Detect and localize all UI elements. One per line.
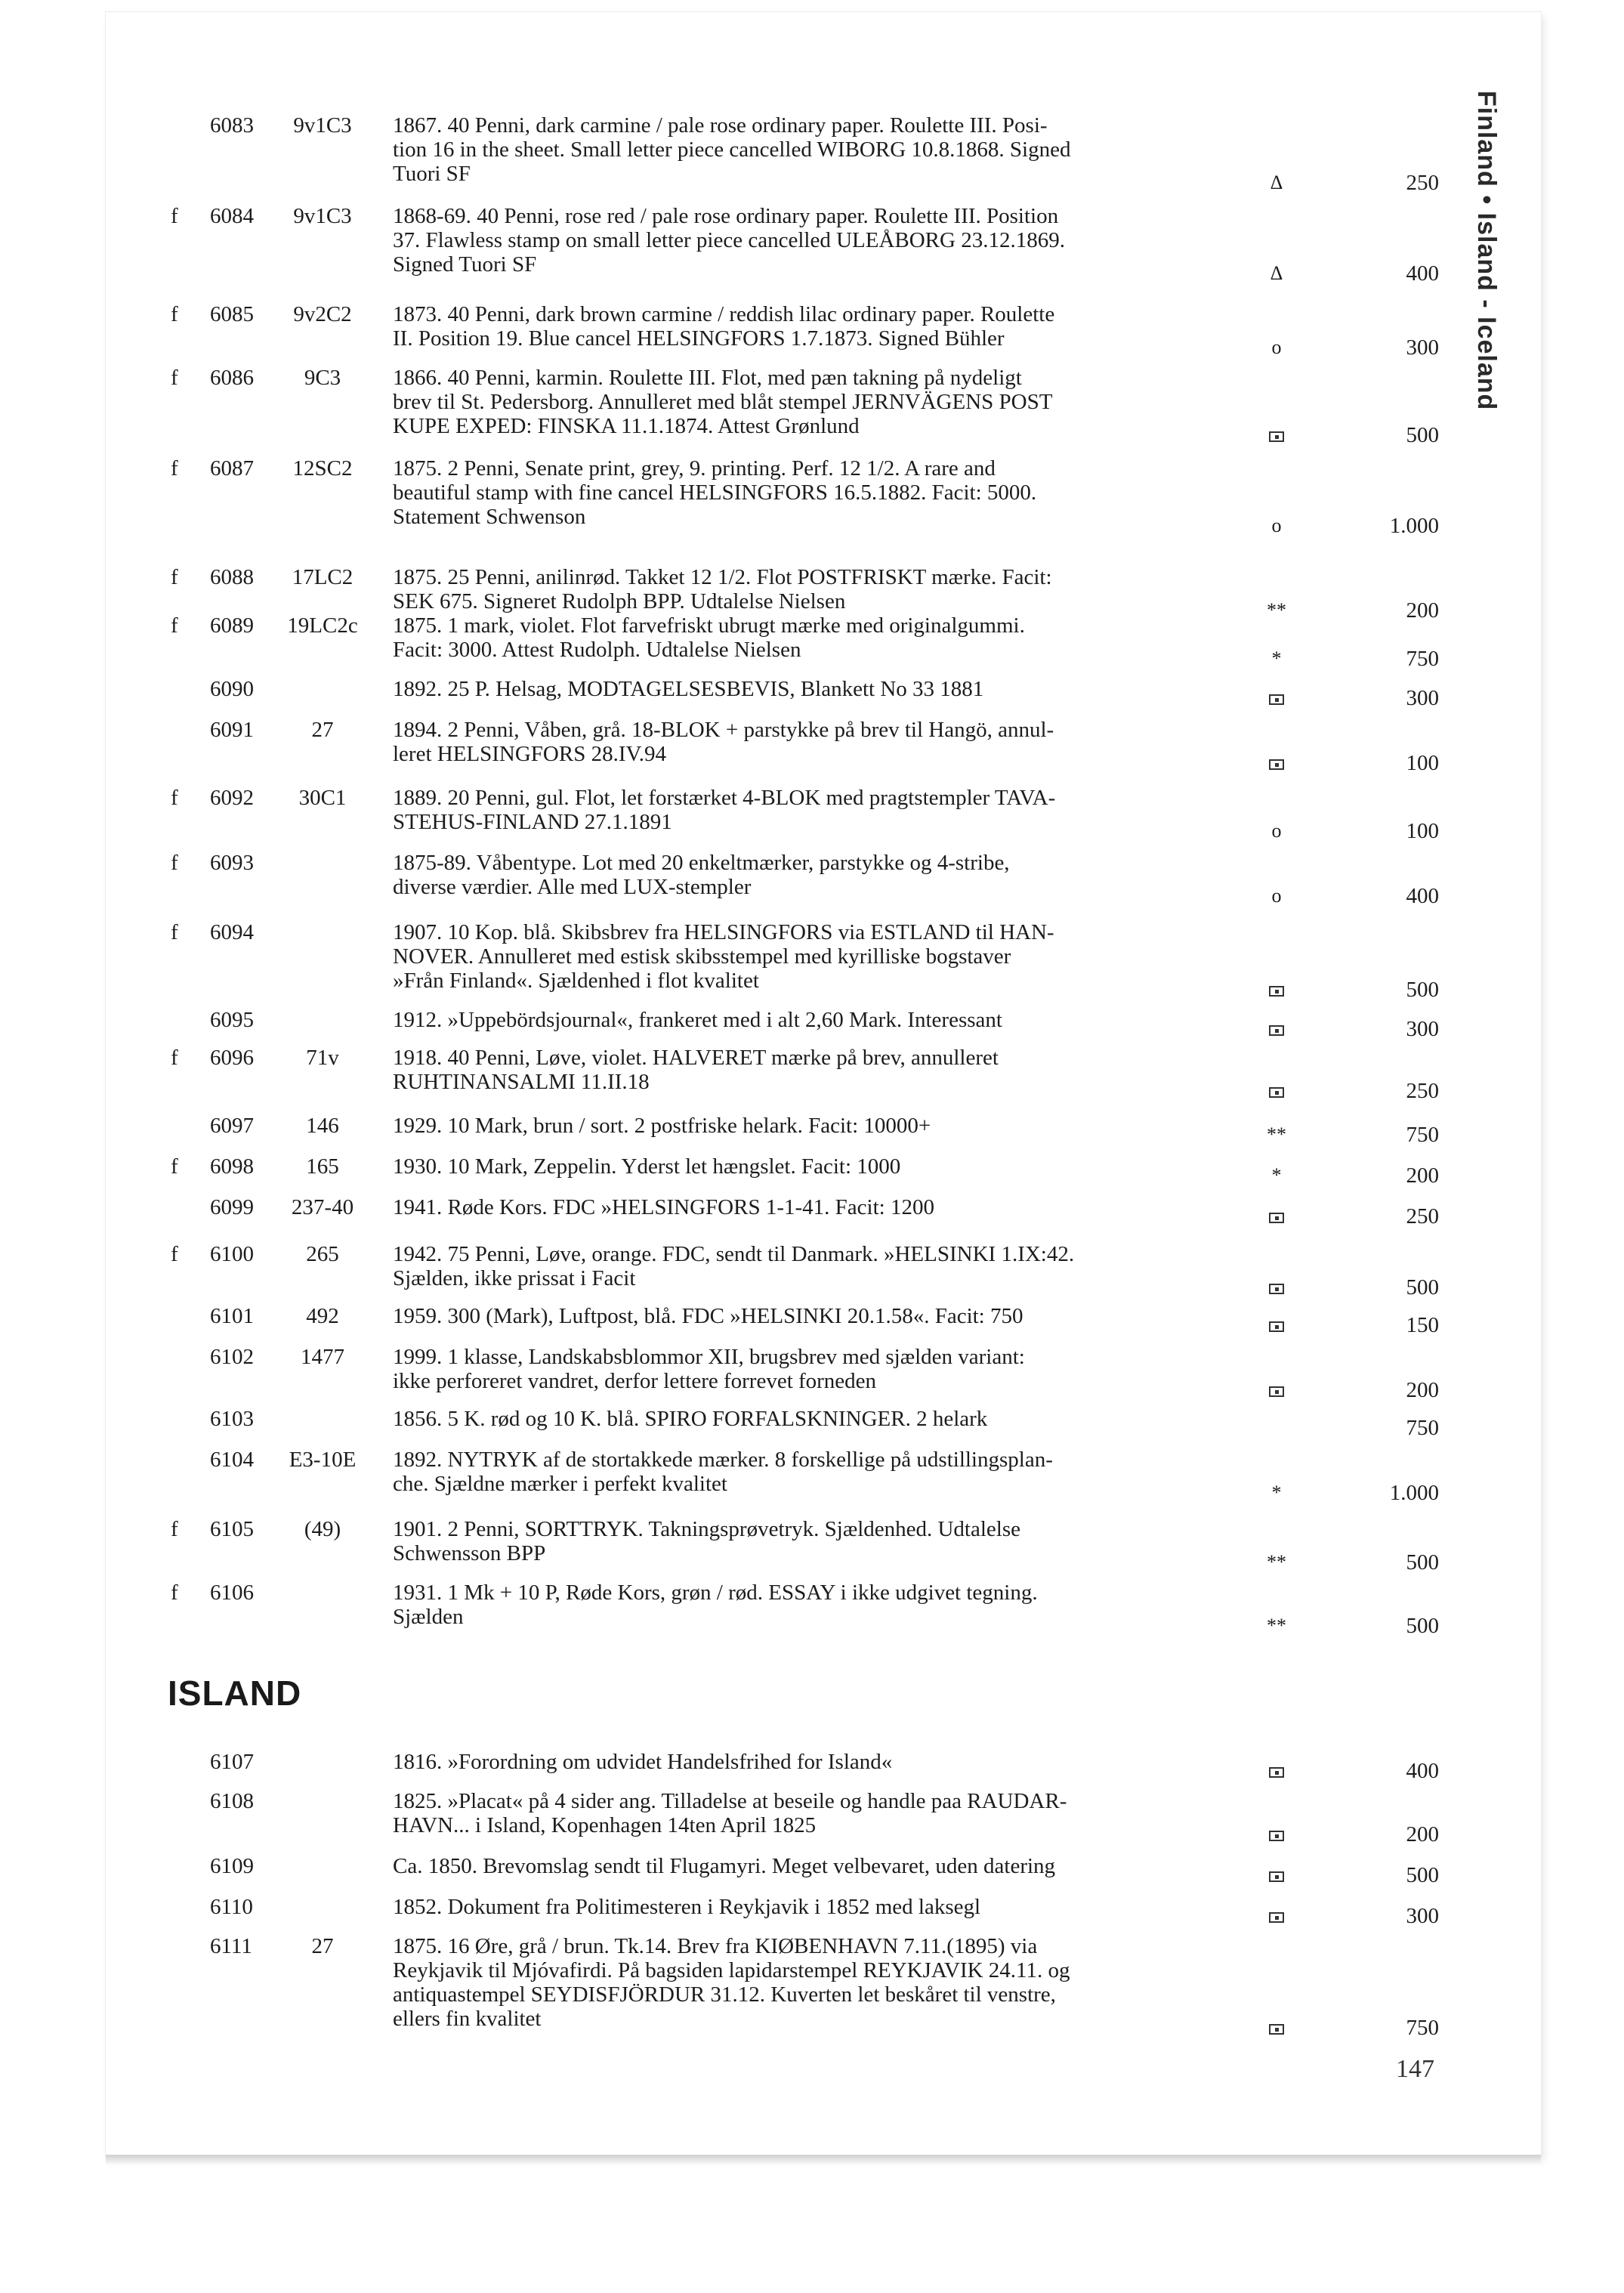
lot-description: 1929. 10 Mark, brun / sort. 2 postfriske helark. Facit: 10000+ <box>393 1114 931 1138</box>
lot-number: 6099 <box>210 1195 254 1219</box>
lot-price: 250 <box>1406 171 1439 195</box>
letter-cover-icon <box>1269 1831 1284 1841</box>
condition-symbol: ** <box>1267 1123 1286 1145</box>
lot-description: 1852. Dokument fra Politimesteren i Reykjavik i 1852 med laksegl <box>393 1895 981 1919</box>
lot-description: 1875. 1 mark, violet. Flot farvefriskt ubrugt mærke med originalgummi. Facit: 3000. Attest Rudolph. Udtalelse Nielsen <box>393 613 1025 662</box>
lot-price: 200 <box>1406 1378 1439 1402</box>
lot-flag: f <box>171 1046 178 1070</box>
catalogue-number: 237-40 <box>291 1195 354 1219</box>
catalogue-number: (49) <box>304 1517 341 1541</box>
lot-number: 6095 <box>210 1008 254 1032</box>
lot-price: 1.000 <box>1389 514 1439 538</box>
lot-description: 1875. 2 Penni, Senate print, grey, 9. printing. Perf. 12 1/2. A rare and beautiful stamp with fine cancel HELSINGFORS 16.5.1882. Facit: 5000. Statement Schwenson <box>393 456 1037 529</box>
lot-number: 6104 <box>210 1448 254 1472</box>
lot-flag: f <box>171 565 178 589</box>
lot-price: 300 <box>1406 686 1439 710</box>
lot-number: 6083 <box>210 113 254 138</box>
lot-price: 300 <box>1406 335 1439 360</box>
lot-description: 1907. 10 Kop. blå. Skibsbrev fra HELSINGFORS via ESTLAND til HAN- NOVER. Annulleret med estisk skibsstempel med kyrilliske bogstaver »Från Finland«. Sjældenhed i flot kvalitet <box>393 920 1054 993</box>
letter-cover-icon <box>1269 431 1284 442</box>
lot-flag: f <box>171 1154 178 1179</box>
lot-description: 1918. 40 Penni, Løve, violet. HALVERET mærke på brev, annulleret RUHTINANSALMI 11.II.18 <box>393 1046 999 1094</box>
catalogue-number: 9v2C2 <box>293 302 352 326</box>
lot-price: 750 <box>1406 647 1439 671</box>
condition-symbol: * <box>1271 1164 1282 1186</box>
lot-number: 6108 <box>210 1789 254 1813</box>
lot-description: 1875. 16 Øre, grå / brun. Tk.14. Brev fra KIØBENHAVN 7.11.(1895) via Reykjavik til Mjóvafirdi. På bagsiden lapidarstempel REYKJAVIK 24.11. og antiquastempel SEYDISFJÖRDUR 31.12. Kuverten let beskåret til venstre, ellers fin kvalitet <box>393 1934 1070 2031</box>
letter-cover-icon <box>1269 1767 1284 1778</box>
lot-description: 1892. 25 P. Helsag, MODTAGELSESBEVIS, Blankett No 33 1881 <box>393 677 984 701</box>
lot-description: 1856. 5 K. rød og 10 K. blå. SPIRO FORFALSKNINGER. 2 helark <box>393 1407 988 1431</box>
lot-description: 1931. 1 Mk + 10 P, Røde Kors, grøn / rød. ESSAY i ikke udgivet tegning. Sjælden <box>393 1581 1038 1629</box>
lot-flag: f <box>171 920 178 944</box>
condition-symbol: * <box>1271 1482 1282 1503</box>
lot-price: 100 <box>1406 751 1439 775</box>
condition-symbol: Δ <box>1270 262 1283 284</box>
lot-description: 1942. 75 Penni, Løve, orange. FDC, sendt til Danmark. »HELSINKI 1.IX:42. Sjælden, ikke prissat i Facit <box>393 1242 1075 1290</box>
lot-description: 1816. »Forordning om udvidet Handelsfrihed for Island« <box>393 1750 893 1774</box>
lot-number: 6089 <box>210 613 254 638</box>
lot-price: 500 <box>1406 1550 1439 1575</box>
letter-cover-icon <box>1269 1321 1284 1332</box>
lot-number: 6094 <box>210 920 254 944</box>
lot-description: 1912. »Uppebördsjournal«, frankeret med i alt 2,60 Mark. Interessant <box>393 1008 1002 1032</box>
lot-description: 1889. 20 Penni, gul. Flot, let forstærket 4-BLOK med pragtstempler TAVA- STEHUS-FINLAND 27.1.1891 <box>393 786 1056 834</box>
lot-flag: f <box>171 786 178 810</box>
catalogue-number: 146 <box>306 1114 339 1138</box>
condition-symbol: ** <box>1267 1615 1286 1636</box>
lot-description: 1894. 2 Penni, Våben, grå. 18-BLOK + parstykke på brev til Hangö, annul- leret HELSINGFORS 28.IV.94 <box>393 718 1054 766</box>
lot-number: 6091 <box>210 718 254 742</box>
letter-cover-icon <box>1269 1912 1284 1923</box>
letter-cover-icon <box>1269 694 1284 705</box>
lot-number: 6087 <box>210 456 254 481</box>
letter-cover-icon <box>1269 1871 1284 1882</box>
catalogue-number: E3-10E <box>289 1448 357 1472</box>
cover-icon <box>1243 423 1311 447</box>
cover-icon <box>1243 1863 1311 1887</box>
letter-cover-icon <box>1269 759 1284 770</box>
lot-description: 1930. 10 Mark, Zeppelin. Yderst let hængslet. Facit: 1000 <box>393 1154 901 1179</box>
letter-cover-icon <box>1269 1386 1284 1397</box>
catalogue-number: 9C3 <box>304 366 341 390</box>
lot-price: 200 <box>1406 1822 1439 1846</box>
lot-price: 200 <box>1406 598 1439 623</box>
lot-price: 200 <box>1406 1163 1439 1188</box>
lot-number: 6110 <box>210 1895 253 1919</box>
lot-flag: f <box>171 851 178 875</box>
cover-icon <box>1243 686 1311 710</box>
lot-number: 6102 <box>210 1345 254 1369</box>
catalogue-number: 27 <box>311 718 334 742</box>
lot-number: 6097 <box>210 1114 254 1138</box>
lot-price: 300 <box>1406 1017 1439 1041</box>
letter-cover-icon <box>1269 1284 1284 1294</box>
lot-description: 1941. Røde Kors. FDC »HELSINGFORS 1-1-41. Facit: 1200 <box>393 1195 934 1219</box>
condition-symbol: o <box>1271 515 1282 536</box>
lot-price: 750 <box>1406 1123 1439 1147</box>
lot-flag: f <box>171 204 178 228</box>
lot-price: 250 <box>1406 1079 1439 1103</box>
lot-flag: f <box>171 302 178 326</box>
lot-number: 6096 <box>210 1046 254 1070</box>
lot-number: 6107 <box>210 1750 254 1774</box>
cover-icon <box>1243 1017 1311 1041</box>
lot-number: 6086 <box>210 366 254 390</box>
lot-number: 6085 <box>210 302 254 326</box>
catalogue-number: 165 <box>306 1154 339 1179</box>
cover-icon <box>1243 1378 1311 1402</box>
condition-symbol: o <box>1271 336 1282 358</box>
catalogue-number: 17LC2 <box>292 565 354 589</box>
lot-price: 400 <box>1406 1759 1439 1783</box>
lot-description: 1875. 25 Penni, anilinrød. Takket 12 1/2. Flot POSTFRISKT mærke. Facit: SEK 675. Signeret Rudolph BPP. Udtalelse Nielsen <box>393 565 1052 613</box>
catalogue-number: 12SC2 <box>292 456 353 481</box>
lot-number: 6105 <box>210 1517 254 1541</box>
lot-number: 6084 <box>210 204 254 228</box>
catalogue-number: 9v1C3 <box>293 113 352 138</box>
lot-number: 6088 <box>210 565 254 589</box>
page-number: 147 <box>1396 2055 1434 2083</box>
lot-description: 1868-69. 40 Penni, rose red / pale rose ordinary paper. Roulette III. Position 37. Flawless stamp on small letter piece cancelled ULEÅBORG 23.12.1869. Signed Tuori SF <box>393 204 1065 277</box>
condition-symbol: ** <box>1267 1551 1286 1573</box>
section-heading-island: ISLAND <box>168 1673 302 1713</box>
catalogue-number: 265 <box>306 1242 339 1266</box>
lot-flag: f <box>171 613 178 638</box>
lot-flag: f <box>171 1581 178 1605</box>
condition-symbol: ** <box>1267 599 1286 621</box>
lot-number: 6093 <box>210 851 254 875</box>
catalogue-number: 492 <box>306 1304 339 1328</box>
lot-price: 500 <box>1406 978 1439 1002</box>
lot-price: 500 <box>1406 423 1439 447</box>
lot-price: 150 <box>1406 1313 1439 1337</box>
lot-price: 400 <box>1406 261 1439 286</box>
page-shadow <box>106 2155 1541 2165</box>
lot-description: 1867. 40 Penni, dark carmine / pale rose ordinary paper. Roulette III. Posi- tion 16 in the sheet. Small letter piece cancelled WIBORG 10.8.1868. Signed Tuori SF <box>393 113 1071 186</box>
letter-cover-icon <box>1269 1087 1284 1098</box>
lot-number: 6090 <box>210 677 254 701</box>
catalogue-number: 19LC2c <box>287 613 358 638</box>
lot-price: 500 <box>1406 1863 1439 1887</box>
lot-description: Ca. 1850. Brevomslag sendt til Flugamyri. Meget velbevaret, uden datering <box>393 1854 1056 1878</box>
lot-price: 500 <box>1406 1275 1439 1299</box>
lot-price: 100 <box>1406 819 1439 843</box>
cover-icon <box>1243 1079 1311 1103</box>
lot-flag: f <box>171 456 178 481</box>
condition-symbol: * <box>1271 647 1282 669</box>
lot-description: 1873. 40 Penni, dark brown carmine / reddish lilac ordinary paper. Roulette II. Position 19. Blue cancel HELSINGFORS 1.7.1873. Signed Bühler <box>393 302 1055 351</box>
letter-cover-icon <box>1269 986 1284 997</box>
lot-number: 6100 <box>210 1242 254 1266</box>
lot-price: 300 <box>1406 1904 1439 1928</box>
side-title: Finland • Island - Iceland <box>1472 91 1501 411</box>
catalogue-number: 1477 <box>301 1345 344 1369</box>
cover-icon <box>1243 751 1311 775</box>
letter-cover-icon <box>1269 2024 1284 2035</box>
lot-number: 6103 <box>210 1407 254 1431</box>
condition-symbol: o <box>1271 820 1282 842</box>
lot-description: 1825. »Placat« på 4 sider ang. Tilladelse at beseile og handle paa RAUDAR- HAVN... i Island, Kopenhagen 14ten April 1825 <box>393 1789 1067 1837</box>
cover-icon <box>1243 2016 1311 2040</box>
lot-flag: f <box>171 1242 178 1266</box>
lot-price: 750 <box>1406 1416 1439 1440</box>
cover-icon <box>1243 978 1311 1002</box>
lot-description: 1875-89. Våbentype. Lot med 20 enkeltmærker, parstykke og 4-stribe, diverse værdier. Alle med LUX-stempler <box>393 851 1010 899</box>
lot-number: 6109 <box>210 1854 254 1878</box>
cover-icon <box>1243 1759 1311 1783</box>
lot-price: 500 <box>1406 1614 1439 1638</box>
lot-price: 250 <box>1406 1204 1439 1228</box>
lot-price: 1.000 <box>1389 1481 1439 1505</box>
lot-description: 1901. 2 Penni, SORTTRYK. Takningsprøvetryk. Sjældenhed. Udtalelse Schwensson BPP <box>393 1517 1021 1565</box>
lot-number: 6098 <box>210 1154 254 1179</box>
lot-number: 6106 <box>210 1581 254 1605</box>
lot-description: 1959. 300 (Mark), Luftpost, blå. FDC »HELSINKI 20.1.58«. Facit: 750 <box>393 1304 1023 1328</box>
catalogue-number: 71v <box>306 1046 339 1070</box>
cover-icon <box>1243 1204 1311 1228</box>
lot-number: 6111 <box>210 1934 252 1958</box>
catalogue-number: 30C1 <box>298 786 347 810</box>
letter-cover-icon <box>1269 1025 1284 1036</box>
lot-number: 6092 <box>210 786 254 810</box>
lot-description: 1892. NYTRYK af de stortakkede mærker. 8 forskellige på udstillingsplan- che. Sjældne mærker i perfekt kvalitet <box>393 1448 1053 1496</box>
cover-icon <box>1243 1275 1311 1299</box>
catalogue-number: 27 <box>311 1934 334 1958</box>
lot-price: 400 <box>1406 884 1439 908</box>
lot-flag: f <box>171 366 178 390</box>
catalogue-number: 9v1C3 <box>293 204 352 228</box>
lot-number: 6101 <box>210 1304 254 1328</box>
condition-symbol: o <box>1271 885 1282 907</box>
lot-price: 750 <box>1406 2016 1439 2040</box>
cover-icon <box>1243 1313 1311 1337</box>
letter-cover-icon <box>1269 1213 1284 1223</box>
cover-icon <box>1243 1822 1311 1846</box>
cover-icon <box>1243 1904 1311 1928</box>
condition-symbol: Δ <box>1270 172 1283 193</box>
lot-description: 1999. 1 klasse, Landskabsblommor XII, brugsbrev med sjælden variant: ikke perforeret vandret, derfor lettere forrevet forneden <box>393 1345 1025 1393</box>
lot-description: 1866. 40 Penni, karmin. Roulette III. Flot, med pæn takning på nydeligt brev til St. Pedersborg. Annulleret med blåt stempel JERNVÄGENS POST KUPE EXPED: FINSKA 11.1.1874. Attest Grønlund <box>393 366 1053 438</box>
lot-flag: f <box>171 1517 178 1541</box>
